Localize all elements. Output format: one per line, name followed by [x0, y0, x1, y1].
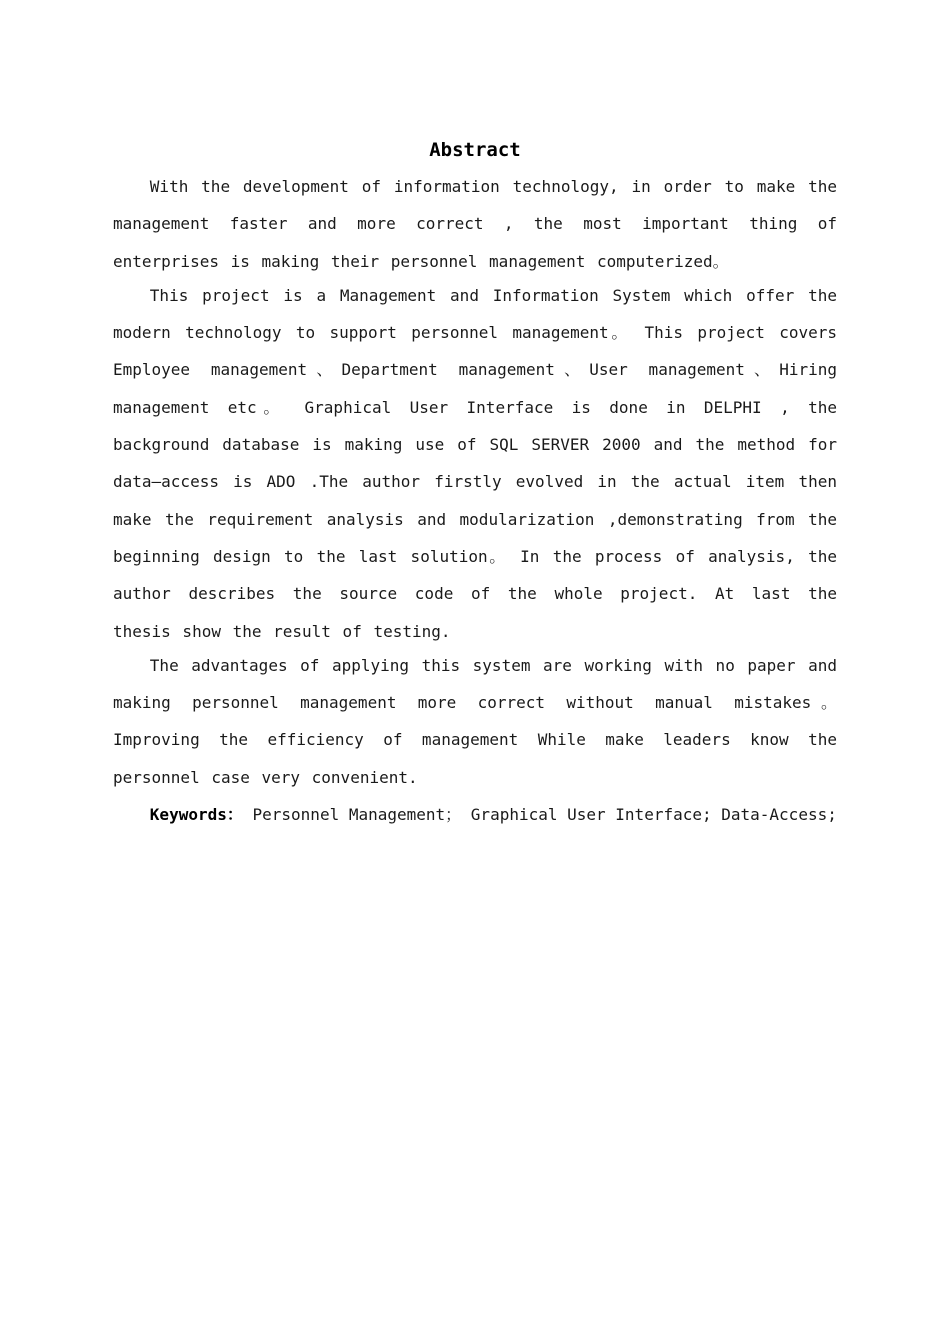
- abstract-paragraph-2: This project is a Management and Information System which offer the modern technology to support personnel management。 This project covers Employee management、Department management、User management、Hiring management etc。 Graphical User Interface is done in DELPHI , the background database is making use of SQL SERVER 2000 and the method for data—access is ADO .The author firstly evolved in the actual item then make the requirement analysis and modularization ,demonstrating from the beginning design to the last solution。 In the process of analysis, the author describes the source code of the whole project. At last the thesis show the result of testing.: [113, 285, 837, 641]
- abstract-section: [113, 136, 837, 833]
- keywords-text: Personnel Management； Graphical User Interface; Data-Access;: [242, 805, 837, 825]
- keywords-label: Keywords：: [149, 805, 243, 825]
- keywords-line: [113, 796, 837, 833]
- abstract-paragraph-3: The advantages of applying this system are working with no paper and making personnel management more correct without manual mistakes。 Improving the efficiency of management While make leaders know the personnel case very convenient.: [113, 655, 837, 787]
- abstract-title: Abstract: [429, 139, 521, 161]
- abstract-paragraph-1: With the development of information technology, in order to make the management faster and more correct , the most important thing of enterprises is making their personnel management computerized。: [113, 177, 837, 271]
